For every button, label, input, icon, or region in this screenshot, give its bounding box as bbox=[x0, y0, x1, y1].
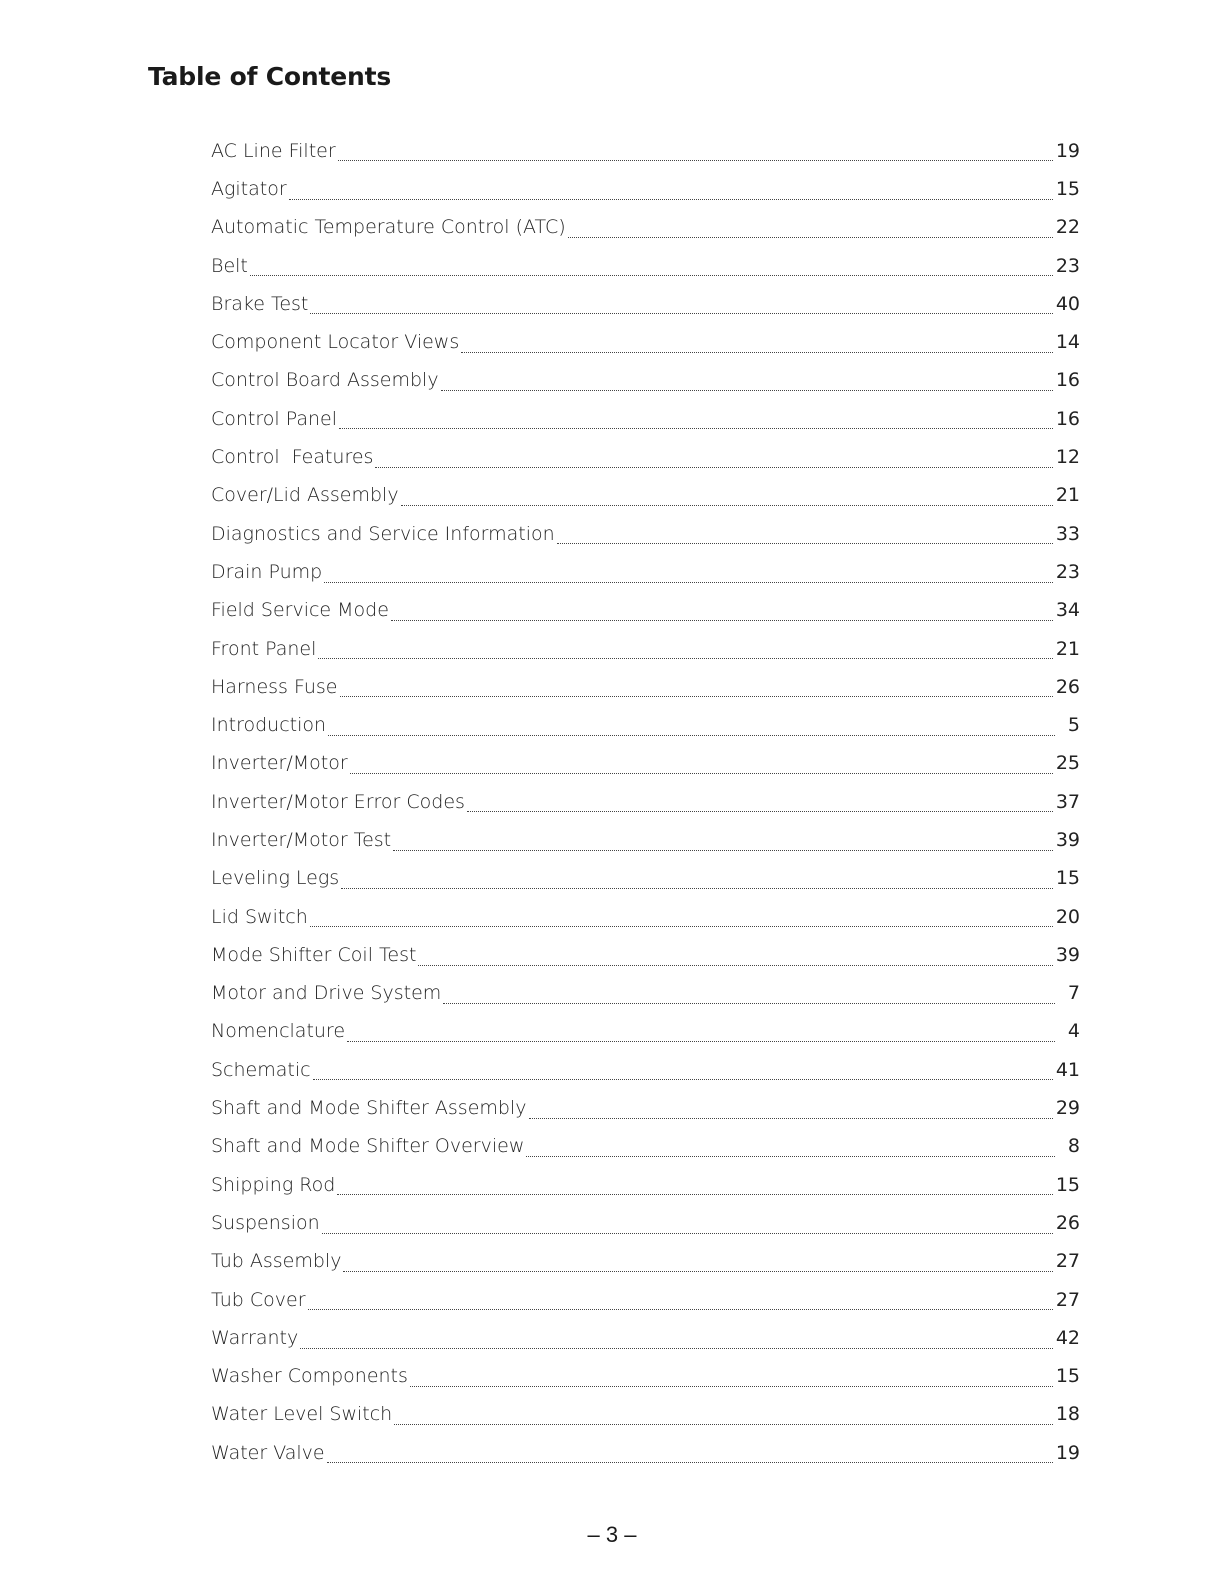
toc-entry-page-number: 16 bbox=[1055, 369, 1080, 392]
dot-leader bbox=[557, 542, 1053, 544]
toc-entry[interactable] bbox=[211, 1396, 1080, 1434]
toc-entry-page-number: 39 bbox=[1055, 943, 1080, 966]
toc-entry-page-number: 21 bbox=[1055, 637, 1080, 660]
toc-entry[interactable] bbox=[211, 745, 1080, 783]
toc-entry[interactable] bbox=[211, 821, 1080, 859]
toc-entry-page-number: 22 bbox=[1055, 216, 1080, 239]
toc-entry[interactable] bbox=[211, 1358, 1080, 1396]
dot-leader bbox=[526, 1155, 1055, 1157]
dot-leader bbox=[347, 1040, 1055, 1042]
toc-entry-label: Drain Pump bbox=[211, 560, 323, 583]
toc-entry-page-number: 26 bbox=[1055, 675, 1080, 698]
dot-leader bbox=[568, 236, 1053, 238]
toc-entry-page-number: 23 bbox=[1055, 560, 1080, 583]
toc-entry-label: Component Locator Views bbox=[211, 331, 460, 354]
toc-entry-label: Washer Components bbox=[211, 1365, 408, 1388]
toc-entry-label: Tub Cover bbox=[211, 1288, 306, 1311]
toc-entry-page-number: 26 bbox=[1055, 1211, 1080, 1234]
toc-entry[interactable] bbox=[211, 1051, 1080, 1089]
toc-entry-page-number: 21 bbox=[1055, 484, 1080, 507]
toc-entry-label: Tub Assembly bbox=[211, 1250, 342, 1273]
toc-entry[interactable] bbox=[211, 323, 1080, 361]
dot-leader bbox=[350, 772, 1053, 774]
dot-leader bbox=[340, 695, 1053, 697]
toc-entry-label: Control Panel bbox=[211, 407, 337, 430]
toc-entry-page-number: 4 bbox=[1067, 1020, 1080, 1043]
toc-entry[interactable] bbox=[211, 1243, 1080, 1281]
toc-entry-page-number: 39 bbox=[1055, 828, 1080, 851]
dot-leader bbox=[339, 427, 1053, 429]
toc-entry[interactable] bbox=[211, 477, 1080, 515]
dot-leader bbox=[467, 810, 1053, 812]
toc-entry-label: Water Valve bbox=[211, 1441, 325, 1464]
toc-entry[interactable] bbox=[211, 438, 1080, 476]
toc-entry-page-number: 14 bbox=[1055, 331, 1080, 354]
toc-entry-label: AC Line Filter bbox=[211, 139, 336, 162]
dot-leader bbox=[393, 849, 1053, 851]
dot-leader bbox=[250, 274, 1053, 276]
toc-entry-page-number: 12 bbox=[1055, 446, 1080, 469]
toc-entry[interactable] bbox=[211, 630, 1080, 668]
toc-entry-label: Field Service Mode bbox=[211, 599, 389, 622]
toc-entry[interactable] bbox=[211, 898, 1080, 936]
toc-entry[interactable] bbox=[211, 936, 1080, 974]
toc-entry-label: Control Board Assembly bbox=[211, 369, 439, 392]
toc-entry-page-number: 27 bbox=[1055, 1288, 1080, 1311]
toc-entry-page-number: 15 bbox=[1055, 1365, 1080, 1388]
toc-entry-label: Nomenclature bbox=[211, 1020, 346, 1043]
toc-entry[interactable] bbox=[211, 1013, 1080, 1051]
toc-entry-page-number: 37 bbox=[1055, 790, 1080, 813]
toc-entry-label: Shaft and Mode Shifter Assembly bbox=[211, 1097, 527, 1120]
toc-entry-label: Inverter/Motor Test bbox=[211, 828, 392, 851]
dot-leader bbox=[337, 1193, 1053, 1195]
toc-entry[interactable] bbox=[211, 1166, 1080, 1204]
dot-leader bbox=[313, 1078, 1053, 1080]
toc-entry[interactable] bbox=[211, 975, 1080, 1013]
toc-entry-label: Cover/Lid Assembly bbox=[211, 484, 399, 507]
toc-entry-label: Shipping Rod bbox=[211, 1173, 336, 1196]
table-of-contents bbox=[211, 132, 1080, 1472]
toc-entry-page-number: 40 bbox=[1055, 292, 1080, 315]
toc-entry[interactable] bbox=[211, 285, 1080, 323]
toc-entry-page-number: 8 bbox=[1067, 1135, 1080, 1158]
toc-entry-page-number: 23 bbox=[1055, 254, 1080, 277]
toc-entry-label: Control Features bbox=[211, 446, 374, 469]
toc-entry-label: Diagnostics and Service Information bbox=[211, 522, 555, 545]
toc-entry[interactable] bbox=[211, 1319, 1080, 1357]
toc-entry-page-number: 33 bbox=[1055, 522, 1080, 545]
dot-leader bbox=[300, 1347, 1053, 1349]
toc-entry-page-number: 19 bbox=[1055, 139, 1080, 162]
toc-entry[interactable] bbox=[211, 668, 1080, 706]
dot-leader bbox=[375, 466, 1052, 468]
toc-entry-page-number: 15 bbox=[1055, 867, 1080, 890]
toc-entry-page-number: 15 bbox=[1055, 177, 1080, 200]
toc-entry-label: Suspension bbox=[211, 1211, 320, 1234]
toc-entry[interactable] bbox=[211, 1089, 1080, 1127]
toc-entry-page-number: 5 bbox=[1067, 714, 1080, 737]
toc-entry-page-number: 27 bbox=[1055, 1250, 1080, 1273]
toc-entry-label: Motor and Drive System bbox=[211, 982, 442, 1005]
toc-entry-label: Agitator bbox=[211, 177, 287, 200]
toc-entry-page-number: 15 bbox=[1055, 1173, 1080, 1196]
toc-entry-label: Leveling Legs bbox=[211, 867, 340, 890]
dot-leader bbox=[401, 504, 1053, 506]
toc-entry-label: Mode Shifter Coil Test bbox=[211, 943, 417, 966]
toc-entry-label: Automatic Temperature Control (ATC) bbox=[211, 216, 566, 239]
toc-entry[interactable] bbox=[211, 783, 1080, 821]
toc-entry[interactable] bbox=[211, 1281, 1080, 1319]
dot-leader bbox=[529, 1117, 1053, 1119]
toc-entry-label: Front Panel bbox=[211, 637, 317, 660]
dot-leader bbox=[391, 619, 1053, 621]
toc-entry[interactable] bbox=[211, 553, 1080, 591]
toc-entry-label: Harness Fuse bbox=[211, 675, 338, 698]
toc-entry-label: Water Level Switch bbox=[211, 1403, 393, 1426]
page-title: Table of Contents bbox=[148, 62, 392, 91]
toc-entry[interactable] bbox=[211, 860, 1080, 898]
toc-entry[interactable] bbox=[211, 209, 1080, 247]
dot-leader bbox=[418, 964, 1052, 966]
dot-leader bbox=[443, 1002, 1055, 1004]
dot-leader bbox=[310, 312, 1052, 314]
toc-entry-page-number: 25 bbox=[1055, 752, 1080, 775]
toc-entry-label: Schematic bbox=[211, 1058, 311, 1081]
toc-entry-page-number: 18 bbox=[1055, 1403, 1080, 1426]
toc-entry[interactable] bbox=[211, 400, 1080, 438]
toc-entry-page-number: 20 bbox=[1055, 905, 1080, 928]
dot-leader bbox=[461, 351, 1053, 353]
toc-entry-label: Warranty bbox=[211, 1326, 299, 1349]
dot-leader bbox=[343, 1270, 1052, 1272]
toc-entry[interactable] bbox=[211, 1204, 1080, 1242]
dot-leader bbox=[324, 581, 1053, 583]
toc-entry[interactable] bbox=[211, 1434, 1080, 1472]
toc-entry-page-number: 29 bbox=[1055, 1097, 1080, 1120]
toc-entry-label: Inverter/Motor Error Codes bbox=[211, 790, 465, 813]
toc-entry[interactable] bbox=[211, 362, 1080, 400]
toc-entry[interactable] bbox=[211, 1128, 1080, 1166]
toc-entry-label: Belt bbox=[211, 254, 248, 277]
toc-entry-page-number: 41 bbox=[1055, 1058, 1080, 1081]
toc-entry[interactable] bbox=[211, 247, 1080, 285]
dot-leader bbox=[328, 734, 1055, 736]
dot-leader bbox=[310, 925, 1053, 927]
toc-entry-page-number: 7 bbox=[1067, 982, 1080, 1005]
dot-leader bbox=[308, 1308, 1053, 1310]
dot-leader bbox=[394, 1423, 1053, 1425]
toc-entry[interactable] bbox=[211, 592, 1080, 630]
dot-leader bbox=[327, 1461, 1053, 1463]
toc-entry-label: Lid Switch bbox=[211, 905, 308, 928]
toc-entry-page-number: 16 bbox=[1055, 407, 1080, 430]
toc-entry-page-number: 42 bbox=[1055, 1326, 1080, 1349]
dot-leader bbox=[441, 389, 1053, 391]
toc-entry-label: Introduction bbox=[211, 714, 327, 737]
page-number-footer: – 3 – bbox=[587, 1522, 637, 1547]
toc-entry-label: Brake Test bbox=[211, 292, 309, 315]
toc-entry[interactable] bbox=[211, 706, 1080, 744]
toc-entry[interactable] bbox=[211, 515, 1080, 553]
toc-entry-label: Inverter/Motor bbox=[211, 752, 348, 775]
dot-leader bbox=[318, 657, 1052, 659]
dot-leader bbox=[410, 1385, 1053, 1387]
dot-leader bbox=[322, 1232, 1053, 1234]
toc-entry-page-number: 19 bbox=[1055, 1441, 1080, 1464]
dot-leader bbox=[338, 159, 1053, 161]
dot-leader bbox=[341, 887, 1053, 889]
toc-entry[interactable] bbox=[211, 132, 1080, 170]
toc-entry[interactable] bbox=[211, 170, 1080, 208]
dot-leader bbox=[289, 198, 1053, 200]
toc-entry-page-number: 34 bbox=[1055, 599, 1080, 622]
toc-entry-label: Shaft and Mode Shifter Overview bbox=[211, 1135, 525, 1158]
